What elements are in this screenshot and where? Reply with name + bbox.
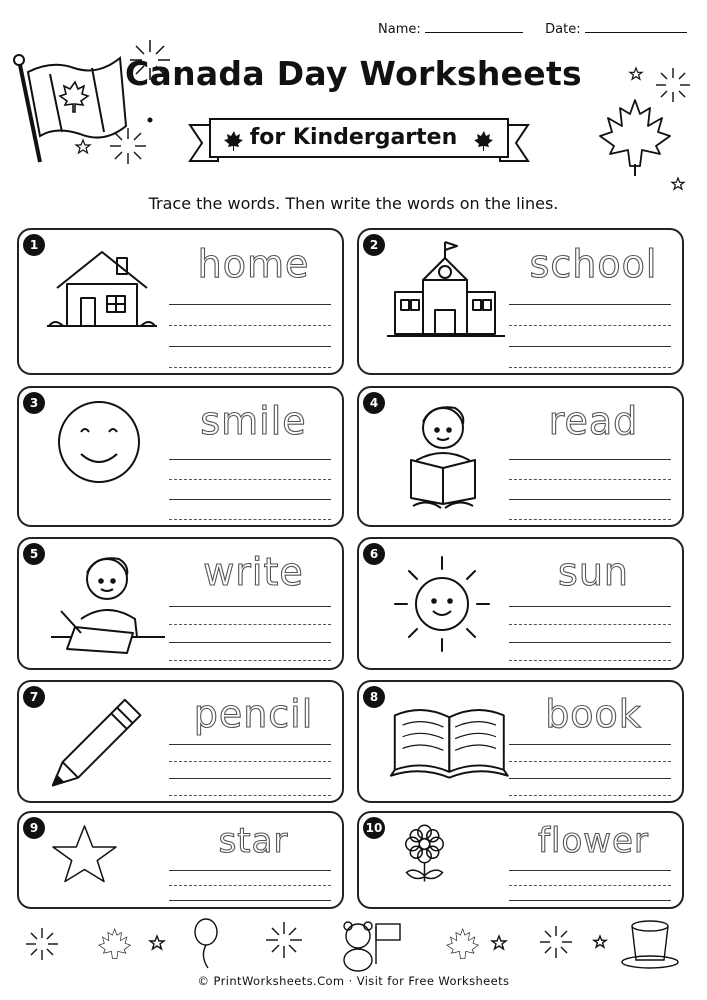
date-field[interactable] <box>585 32 687 33</box>
star-icon <box>47 823 145 886</box>
pencil-icon <box>47 692 174 793</box>
dashed-line <box>169 795 331 796</box>
trace-word: home <box>197 242 310 286</box>
card-number: 9 <box>23 817 45 839</box>
card-number: 7 <box>23 686 45 708</box>
dashed-line <box>509 761 671 762</box>
solid-line <box>509 499 671 500</box>
dashed-line <box>169 624 331 625</box>
sun-icon <box>387 549 517 663</box>
solid-line <box>169 346 331 347</box>
solid-line <box>509 606 671 607</box>
solid-line <box>169 778 331 779</box>
solid-line <box>169 304 331 305</box>
worksheet-card <box>17 228 344 375</box>
dashed-line <box>169 761 331 762</box>
child-writing-icon <box>47 549 177 663</box>
smiley-face-icon <box>47 398 177 492</box>
dashed-line <box>169 519 331 520</box>
dashed-line <box>509 624 671 625</box>
solid-line <box>509 346 671 347</box>
dashed-line <box>509 479 671 480</box>
dashed-line <box>169 660 331 661</box>
worksheet-card <box>357 537 684 670</box>
trace-word: book <box>545 692 642 736</box>
writing-lines[interactable] <box>509 606 671 678</box>
flower-icon <box>387 823 485 886</box>
card-number: 8 <box>363 686 385 708</box>
trace-word: smile <box>200 399 307 443</box>
dashed-line <box>169 367 331 368</box>
trace-word: school <box>529 242 658 286</box>
worksheet-card <box>17 680 344 803</box>
dashed-line <box>509 885 671 886</box>
name-field[interactable] <box>425 32 523 33</box>
card-number: 6 <box>363 543 385 565</box>
solid-line <box>169 642 331 643</box>
card-number: 2 <box>363 234 385 256</box>
dashed-line <box>169 479 331 480</box>
solid-line <box>509 459 671 460</box>
solid-line <box>509 870 671 871</box>
solid-line <box>509 744 671 745</box>
writing-lines[interactable] <box>169 744 331 812</box>
dashed-line <box>509 325 671 326</box>
solid-line <box>169 606 331 607</box>
sparkle-icon <box>146 116 154 124</box>
dashed-line <box>169 325 331 326</box>
solid-line <box>509 304 671 305</box>
star-icon <box>672 178 684 190</box>
card-number: 4 <box>363 392 385 414</box>
page-subtitle: for Kindergarten <box>249 125 458 150</box>
page-title: Canada Day Worksheets <box>124 54 582 93</box>
writing-lines[interactable] <box>169 870 331 915</box>
writing-lines[interactable] <box>169 304 331 388</box>
solid-line <box>169 744 331 745</box>
worksheet-card <box>357 386 684 527</box>
card-number: 1 <box>23 234 45 256</box>
trace-word: write <box>203 550 304 594</box>
house-icon <box>47 240 177 344</box>
worksheet-card <box>357 680 684 803</box>
decorative-border <box>0 918 707 974</box>
writing-lines[interactable] <box>509 304 671 388</box>
solid-line <box>509 900 671 901</box>
worksheet-card <box>357 811 684 909</box>
solid-line <box>169 499 331 500</box>
child-reading-icon <box>387 398 517 522</box>
solid-line <box>509 642 671 643</box>
dashed-line <box>509 519 671 520</box>
trace-word: read <box>548 399 639 443</box>
dashed-line <box>509 660 671 661</box>
writing-lines[interactable] <box>169 459 331 539</box>
solid-line <box>169 870 331 871</box>
writing-lines[interactable] <box>509 744 671 812</box>
instruction-text: Trace the words. Then write the words on the lines. <box>148 194 559 213</box>
card-number: 3 <box>23 392 45 414</box>
card-number: 10 <box>363 817 385 839</box>
worksheet-card <box>17 537 344 670</box>
card-number: 5 <box>23 543 45 565</box>
trace-word: sun <box>558 550 629 594</box>
writing-lines[interactable] <box>509 459 671 539</box>
worksheet-card <box>357 228 684 375</box>
name-date-fields <box>378 22 687 37</box>
dashed-line <box>509 795 671 796</box>
footer-credit: © PrintWorksheets.Com · Visit for Free Worksheets <box>197 974 510 988</box>
solid-line <box>169 900 331 901</box>
school-icon <box>387 240 517 354</box>
worksheet-card <box>17 386 344 527</box>
trace-word: star <box>218 821 289 861</box>
worksheet-card <box>17 811 344 909</box>
date-label: Date: <box>545 22 581 37</box>
dashed-line <box>509 367 671 368</box>
writing-lines[interactable] <box>509 870 671 915</box>
trace-word: flower <box>538 821 649 861</box>
name-label: Name: <box>378 22 421 37</box>
solid-line <box>169 459 331 460</box>
writing-lines[interactable] <box>169 606 331 678</box>
dashed-line <box>169 885 331 886</box>
open-book-icon <box>387 692 514 783</box>
solid-line <box>509 778 671 779</box>
trace-word: pencil <box>193 692 314 736</box>
